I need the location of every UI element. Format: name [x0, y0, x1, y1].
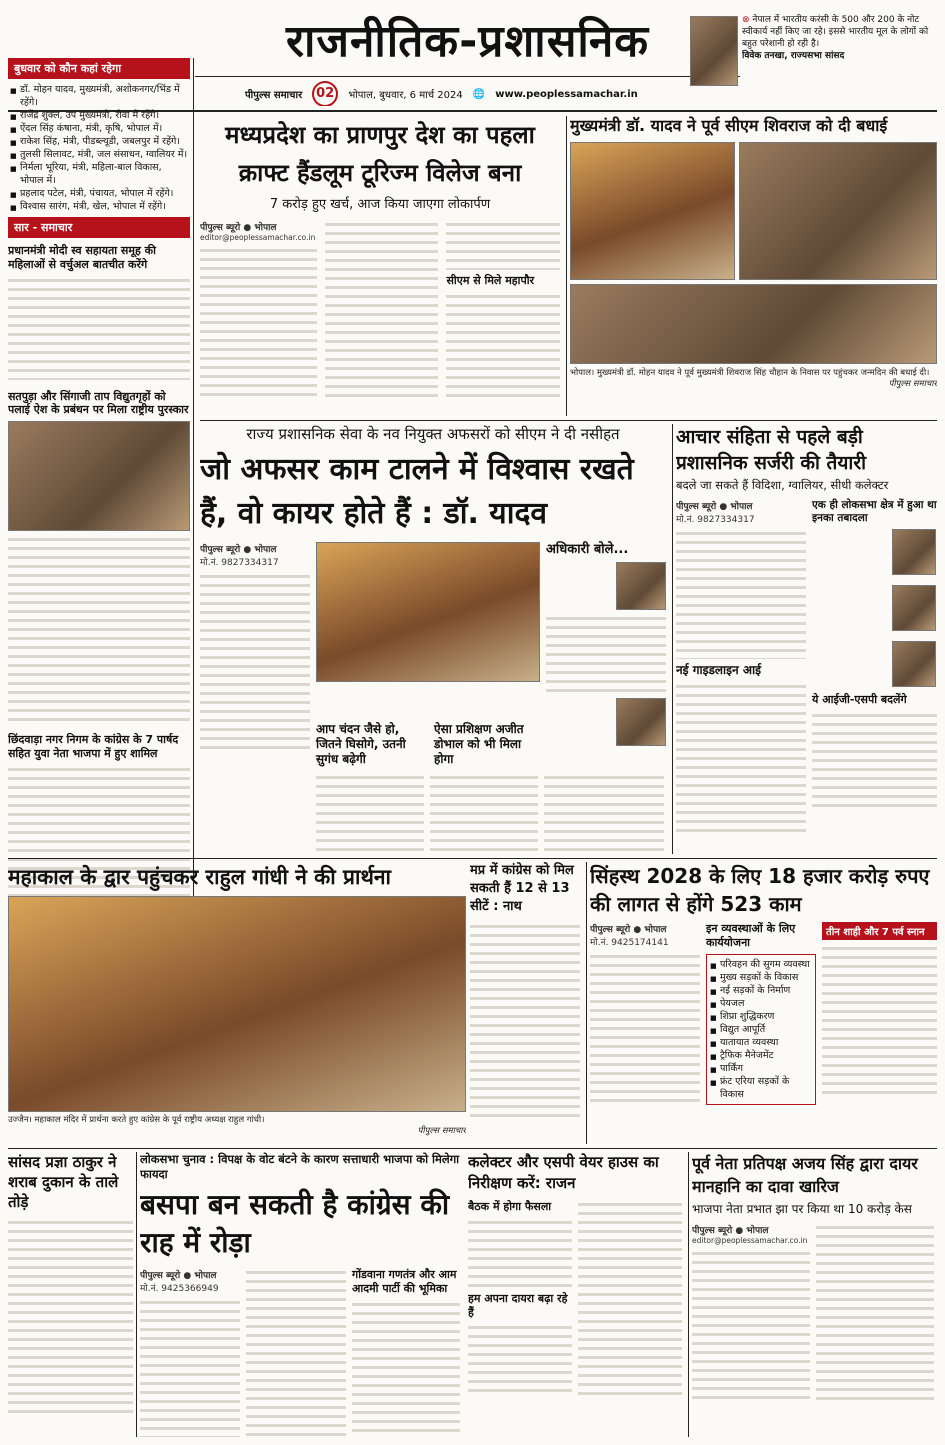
- story4-deck: बदले जा सकते हैं विदिशा, ग्वालियर, सीधी कलेक्टर: [676, 478, 889, 492]
- story-admin-surgery: [676, 424, 937, 854]
- story-ajay-singh: [692, 1152, 937, 1437]
- schedule-list: [10, 83, 188, 213]
- story10-sub2: हम अपना दायरा बढ़ा रहे हैं: [468, 1291, 568, 1319]
- date-line: भोपाल, बुधवार, 6 मार्च 2024: [348, 90, 463, 101]
- story1-deck: 7 करोड़ हुए खर्च, आज किया जाएगा लोकार्पण: [269, 197, 491, 212]
- story2-headline: मुख्यमंत्री डॉ. यादव ने पूर्व सीएम शिवराज को दी बधाई: [570, 116, 888, 135]
- story11-deck: भाजपा नेता प्रभात झा पर किया था 10 करोड़ केस: [692, 1202, 912, 1216]
- brief1-headline: प्रधानमंत्री मोदी स्व सहायता समूह की महिलाओं से वर्चुअल बातचीत करेंगे: [8, 244, 156, 271]
- schedule-item: ■ विश्वास सारंग, मंत्री, खेल, भोपाल में रहेंगे।: [10, 200, 188, 213]
- brief3-headline: छिंदवाड़ा नगर निगम के कांग्रेस के 7 पार्षद सहित युवा नेता भाजपा में हुए शामिल: [8, 733, 179, 760]
- story10-sub1: बैठक में होगा फैसला: [468, 1200, 552, 1213]
- story11-headline: पूर्व नेता प्रतिपक्ष अजय सिंह द्वारा दायर मानहानि का दावा खारिज: [692, 1154, 918, 1196]
- plan-item: ■ विद्युत आपूर्ति: [710, 1023, 812, 1036]
- story3-box-title: अधिकारी बोले...: [546, 542, 629, 557]
- quote-signature: विवेक तनखा, राज्यसभा सांसद: [742, 51, 845, 61]
- story3-kicker: राज्य प्रशासनिक सेवा के नव नियुक्त अफसरों को सीएम ने दी नसीहत: [246, 425, 620, 443]
- story1-byline: पीपुल्स ब्यूरो ● भोपाल: [200, 223, 277, 233]
- plan-item: ■ नई सड़कों के निर्माण: [710, 984, 812, 997]
- schedule-item: ■ ऐंदल सिंह कंषाना, मंत्री, कृषि, भोपाल में।: [10, 122, 188, 135]
- story3-sub1: आप चंदन जैसे हो, जितने घिसोगे, उतनी सुगंध बढ़ेगी: [316, 722, 406, 766]
- story7-side-title: तीन शाही और 7 पर्व स्नान: [822, 922, 937, 940]
- story-craft-village: [200, 116, 560, 416]
- officer-portrait-2: [616, 698, 666, 746]
- story7-box-title: इन व्यवस्थाओं के लिए कार्ययोजना: [706, 922, 796, 949]
- brief2-headline: सतपुड़ा और सिंगाजी ताप विद्युतगृहों को पलाई ऐश के प्रबंधन पर मिला राष्ट्रीय पुरस्कार: [8, 389, 189, 417]
- plan-item: ■ फ्रंट एरिया सड़कों के विकास: [710, 1075, 812, 1101]
- story11-byline: पीपुल्स ब्यूरो ● भोपाल: [692, 1226, 769, 1236]
- story7-box-list: [706, 954, 816, 1105]
- story4-mobile: मो.नं. 9827334317: [676, 515, 755, 525]
- story1-headline: मध्यप्रदेश का प्राणपुर देश का पहला क्राफ्ट हैंडलूम टूरिज्म विलेज बना: [225, 121, 535, 187]
- schedule-item: ■ तुलसी सिलावट, मंत्री, जल संसाधन, ग्वालियर में।: [10, 148, 188, 161]
- section-title: राजनीतिक-प्रशासनिक: [285, 16, 650, 67]
- story3-mobile: मो.नं. 9827334317: [200, 558, 279, 568]
- plan-item: ■ परिवहन की सुगम व्यवस्था: [710, 958, 812, 971]
- story7-headline: सिंहस्थ 2028 के लिए 18 हजार करोड़ रुपए की लागत से होंगे 523 काम: [590, 864, 930, 916]
- story2-credit: पीपुल्स समाचार: [888, 379, 937, 389]
- story7-byline: पीपुल्स ब्यूरो ● भोपाल: [590, 925, 667, 935]
- story5-headline: महाकाल के द्वार पहुंचकर राहुल गांधी ने की प्रार्थना: [8, 865, 391, 889]
- brief1-body: [8, 276, 190, 380]
- story8-headline: सांसद प्रज्ञा ठाकुर ने शराब दुकान के ताले तोड़े: [8, 1153, 119, 1211]
- story9-byline: पीपुल्स ब्यूरो ● भोपाल: [140, 1271, 217, 1281]
- globe-icon: 🌐: [472, 88, 486, 100]
- schedule-title: बुधवार को कौन कहां रहेगा: [8, 58, 190, 79]
- columnist-photo: [690, 16, 738, 86]
- plan-item: ■ ट्रैफिक मैनेजमेंट: [710, 1049, 812, 1062]
- story9-kicker: लोकसभा चुनाव : विपक्ष के वोट बंटने के कारण सत्ताधारी भाजपा को मिलेगा फायदा: [140, 1152, 460, 1181]
- story-pragya-thakur: [8, 1152, 133, 1437]
- quote-text: नेपाल में भारतीय करंसी के 500 और 200 के नोट स्वीकार्य नहीं किए जा रहे। इससे भारतीय मूल के लोगों को बहुत परेशानी हो रही है।: [742, 15, 929, 49]
- story1-subhead: सीएम से मिले महापौर: [446, 274, 535, 287]
- schedule-item: ■ डॉ. मोहन यादव, मुख्यमंत्री, अशोकनगर/भिंड में रहेंगे।: [10, 83, 188, 109]
- schedule-item: ■ प्रहलाद पटेल, मंत्री, पंचायत, भोपाल में रहेंगे।: [10, 187, 188, 200]
- story4-sub1: एक ही लोकसभा क्षेत्र में हुआ था इनका तबादला: [812, 499, 937, 525]
- shivraj-photo: [739, 142, 937, 280]
- story9-sub1: गोंडवाना गणतंत्र और आम आदमी पार्टी की भूमिका: [352, 1268, 457, 1295]
- plan-item: ■ यातायात व्यवस्था: [710, 1036, 812, 1049]
- story2-caption: भोपाल। मुख्यमंत्री डॉ. मोहन यादव ने पूर्व मुख्यमंत्री शिवराज सिंह चौहान के निवास पर पहुंचकर जन्मदिन की बधाई दी।: [570, 368, 930, 378]
- collector-portrait-2: [892, 585, 936, 631]
- schedule-item: ■ निर्मला भूरिया, मंत्री, महिला-बाल विकास, भोपाल में।: [10, 161, 188, 187]
- story-kamal-nath: [470, 862, 580, 1144]
- plan-item: ■ शिप्रा शुद्धिकरण: [710, 1010, 812, 1023]
- website[interactable]: www.peoplessamachar.in: [495, 88, 638, 100]
- training-hall-photo: [316, 542, 540, 682]
- collector-portrait-3: [892, 641, 936, 687]
- story-simhastha: [590, 862, 937, 1144]
- story9-headline: बसपा बन सकती है कांग्रेस की राह में रोड़ा: [140, 1188, 450, 1259]
- plan-item: ■ पार्किंग: [710, 1062, 812, 1075]
- mahakal-temple-photo: [8, 896, 466, 1112]
- story4-headline: आचार संहिता से पहले बड़ी प्रशासनिक सर्जरी की तैयारी: [676, 426, 867, 474]
- schedule-item: ■ राकेश सिंह, मंत्री, पीडब्ल्यूडी, जबलपुर में रहेंगे।: [10, 135, 188, 148]
- story-officers-advice: [200, 424, 666, 854]
- brief2-body: [8, 535, 190, 725]
- page-number: 02: [312, 81, 338, 106]
- schedule-item: ■ राजेंद्र शुक्ल, उप मुख्यमंत्री, रीवा में रहेंगे।: [10, 109, 188, 122]
- story7-mobile: मो.नं. 9425174141: [590, 938, 669, 948]
- sidebar: [8, 58, 190, 938]
- story4-sub2: नई गाइडलाइन आई: [676, 663, 762, 677]
- story-warehouse: [468, 1152, 683, 1437]
- cm-greeting-photo: [570, 142, 735, 280]
- story-bsp: [140, 1152, 460, 1437]
- story5-caption: उज्जैन। महाकाल मंदिर में प्रार्थना करते हुए कांग्रेस के पूर्व राष्ट्रीय अध्यक्ष राहुल गांधी।: [8, 1115, 265, 1125]
- story9-mobile: मो.नं. 9425366949: [140, 1284, 219, 1294]
- story4-byline: पीपुल्स ब्यूरो ● भोपाल: [676, 502, 753, 512]
- officer-portrait-1: [616, 562, 666, 610]
- masthead: [195, 12, 740, 106]
- story-rahul-mahakal: [8, 862, 466, 1144]
- news-brief-title: सार - समाचार: [8, 217, 190, 238]
- award-photo: [8, 421, 190, 531]
- story4-sub3: ये आईजी-एसपी बदलेंगे: [812, 693, 907, 707]
- bouquet-photo: [570, 284, 937, 364]
- story3-sub2: ऐसा प्रशिक्षण अजीत डोभाल को भी मिला होगा: [434, 722, 524, 766]
- story1-email[interactable]: editor@peoplessamachar.co.in: [200, 233, 316, 242]
- collector-portrait-1: [892, 529, 936, 575]
- story3-byline: पीपुल्स ब्यूरो ● भोपाल: [200, 545, 277, 555]
- story11-email[interactable]: editor@peoplessamachar.co.in: [692, 1236, 808, 1245]
- story6-headline: मप्र में कांग्रेस को मिल सकती हैं 12 से 13 सीटें : नाथ: [470, 863, 574, 914]
- plan-item: ■ मुख्य सड़कों के विकास: [710, 971, 812, 984]
- story5-credit: पीपुल्स समाचार: [417, 1126, 466, 1136]
- top-right-quote: [742, 14, 937, 106]
- plan-item: ■ पेयजल: [710, 997, 812, 1010]
- paper-name: पीपुल्स समाचार: [245, 90, 303, 101]
- story10-headline: कलेक्टर और एसपी वेयर हाउस का निरीक्षण करें: राजन: [468, 1153, 659, 1192]
- story3-headline: जो अफसर काम टालने में विश्वास रखते हैं, वो कायर होते हैं : डॉ. यादव: [200, 452, 634, 531]
- close-icon: ⊗: [742, 15, 753, 25]
- story-shivraj-greeting: [570, 116, 937, 416]
